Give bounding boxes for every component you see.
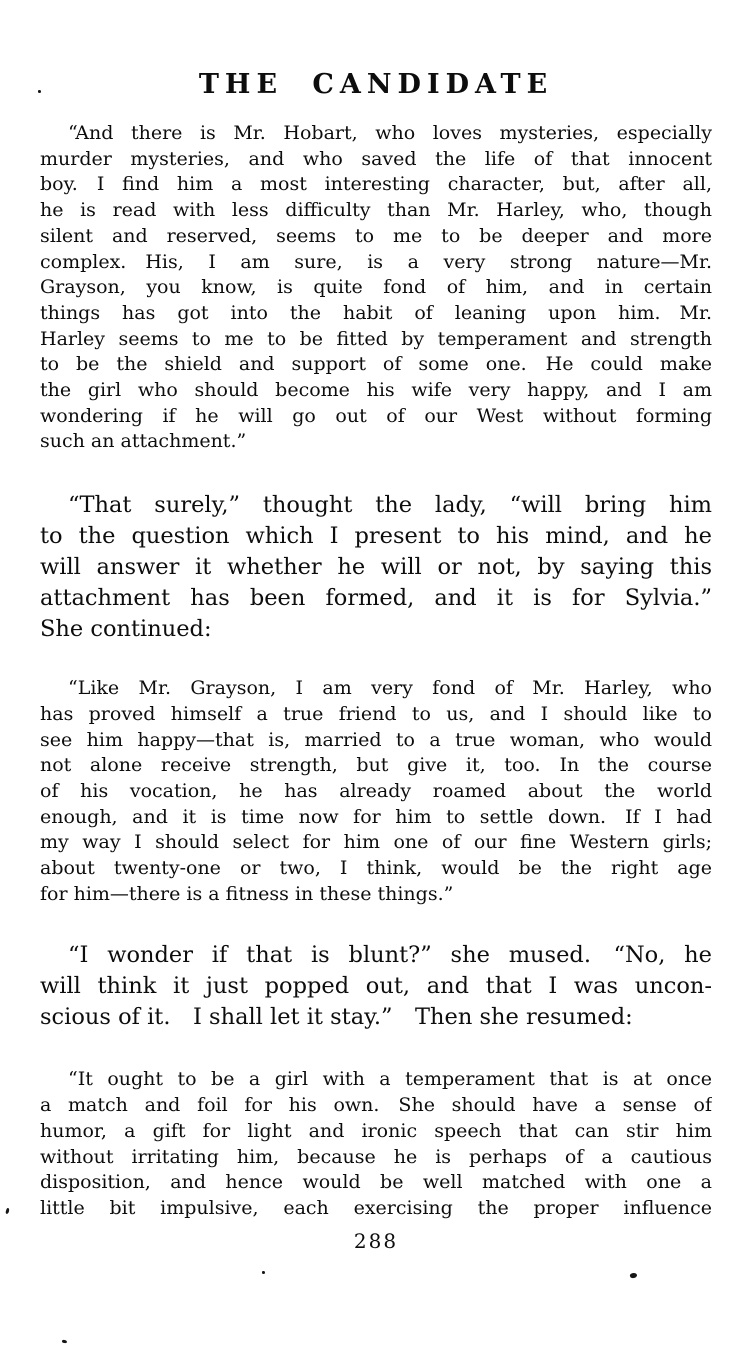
text-line: will think it just popped out, and that I was uncon- [40, 973, 712, 1000]
text-line: “And there is Mr. Hobart, who loves mysteries, especially [68, 122, 712, 144]
text-line: Grayson, you know, is quite fond of him, and in certain [40, 276, 712, 299]
text-line: humor, a gift for light and ironic speech that can stir him [40, 1119, 712, 1142]
text-line: will answer it whether he will or not, by saying this [40, 554, 712, 581]
text-line: scious of it. I shall let it stay.” Then she resumed: [40, 1004, 633, 1031]
text-line: silent and reserved, seems to me to be deeper and more [40, 224, 712, 247]
scan-speck [38, 90, 41, 93]
text-line: complex. His, I am sure, is a very strong nature—Mr. [40, 250, 712, 273]
text-line: see him happy—that is, married to a true woman, who would [40, 728, 712, 751]
page-title: THE CANDIDATE [198, 69, 554, 100]
text-line: to the question which I present to his mind, and he [40, 523, 712, 550]
text-line: has proved himself a true friend to us, and I should like to [40, 702, 712, 725]
text-line: “I wonder if that is blunt?” she mused. “No, he [68, 942, 712, 969]
text-line: he is read with less difficulty than Mr. Harley, who, though [40, 199, 712, 222]
paragraph [40, 121, 712, 455]
text-line: attachment has been formed, and it is for Sylvia.” [40, 585, 712, 612]
text-line: “Like Mr. Grayson, I am very fond of Mr. Harley, who [68, 677, 712, 700]
paragraph [40, 940, 712, 1033]
text-line: She continued: [40, 616, 212, 643]
text-line: “It ought to be a girl with a temperament that is at once [68, 1068, 712, 1091]
text-line: little bit impulsive, each exercising the proper influence [40, 1196, 712, 1219]
text-line: to be the shield and support of some one. He could make [40, 353, 712, 376]
text-line: my way I should select for him one of our fine Western girls; [40, 831, 712, 854]
text-line: a match and foil for his own. She should have a sense of [40, 1094, 712, 1117]
text-line: about twenty-one or two, I think, would be the right age [40, 857, 712, 880]
text-line: enough, and it is time now for him to settle down. If I had [40, 805, 712, 828]
text-line: boy. I find him a most interesting character, but, after all, [40, 173, 712, 196]
scan-speck [5, 1208, 10, 1215]
text-line: wondering if he will go out of our West without forming [40, 404, 712, 427]
page-number: 288 [353, 1228, 399, 1253]
text-line: “That surely,” thought the lady, “will bring him [68, 492, 712, 519]
text-line: of his vocation, he has already roamed about the world [40, 779, 712, 802]
text-line: the girl who should become his wife very happy, and I am [40, 379, 712, 402]
paragraphs [40, 121, 712, 1222]
scan-speck [629, 1272, 637, 1279]
text-line: without irritating him, because he is perhaps of a cautious [40, 1145, 712, 1168]
paragraph [40, 490, 712, 645]
text-line: disposition, and hence would be well matched with one a [40, 1171, 712, 1194]
scan-speck [62, 1340, 67, 1344]
scan-speck [262, 1271, 265, 1274]
text-line: Harley seems to me to be fitted by temperament and strength [40, 327, 712, 350]
text-line: for him—there is a fitness in these things.” [40, 882, 454, 905]
paragraph [40, 676, 712, 907]
paragraph [40, 1067, 712, 1221]
text-line: not alone receive strength, but give it, too. In the course [40, 754, 712, 777]
text-line: things has got into the habit of leaning upon him. Mr. [40, 301, 712, 324]
text-line: such an attachment.” [40, 430, 247, 453]
text-line: murder mysteries, and who saved the life of that innocent [40, 147, 712, 170]
